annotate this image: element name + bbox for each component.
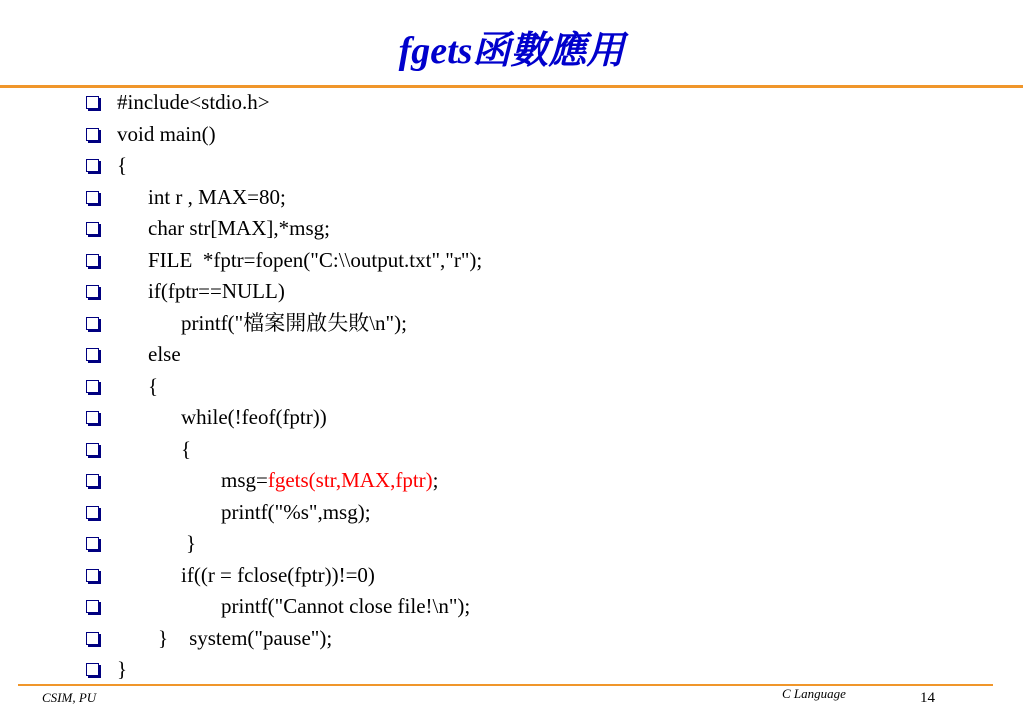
code-line [0,182,1023,214]
msg-assign: msg= [221,468,268,492]
code-text: } [117,657,128,681]
bullet-icon [86,128,99,141]
bullet-icon [86,96,99,109]
code-line [0,434,1023,466]
slide-title: fgets函數應用 [398,30,625,72]
code-line [0,339,1023,371]
code-text: #include<stdio.h> [117,90,270,114]
bullet-icon [86,317,99,330]
code-text: if((r = fclose(fptr))!=0) [181,562,375,587]
code-text: printf("檔案開啟失敗\n"); [181,310,407,335]
code-text: else [148,342,181,366]
bullet-icon [86,474,99,487]
bullet-icon [86,348,99,361]
bullet-icon [86,159,99,172]
footer-course: C Language [782,686,846,701]
bullet-icon [86,254,99,267]
footer-divider [18,684,993,686]
code-line [0,87,1023,119]
bullet-icon [86,443,99,456]
code-line [0,371,1023,403]
code-line [0,150,1023,182]
code-text [221,465,439,497]
code-text: } system("pause"); [158,625,333,650]
fgets-call-highlight: fgets(str,MAX,fptr) [267,468,433,492]
bullet-icon [86,600,99,613]
code-text: char str[MAX],*msg; [148,216,330,240]
code-text: { [148,373,159,398]
bullet-icon [86,506,99,519]
code-line [0,591,1023,623]
code-text: int r , MAX=80; [148,184,286,209]
bullet-icon [86,411,99,424]
code-listing [0,87,1023,686]
code-text: printf("%s",msg); [221,499,371,524]
code-line [0,276,1023,308]
code-line [0,119,1023,151]
code-line [0,623,1023,655]
bullet-icon [86,222,99,235]
code-text: { [117,153,128,177]
code-line [0,528,1023,560]
code-text: FILE *fptr=fopen("C:\\output.txt","r"); [148,247,483,272]
code-line [0,497,1023,529]
bullet-icon [86,191,99,204]
bullet-icon [86,285,99,298]
page-number: 14 [920,690,935,706]
bullet-icon [86,569,99,582]
code-text: if(fptr==NULL) [148,279,285,303]
bullet-icon [86,380,99,393]
code-line [0,308,1023,340]
code-text: { [181,436,192,461]
code-text: while(!feof(fptr)) [181,405,327,429]
code-line [0,560,1023,592]
bullet-icon [86,632,99,645]
footer-institution: CSIM, PU [42,690,97,705]
code-line [0,402,1023,434]
bullet-icon [86,663,99,676]
code-line [0,213,1023,245]
bullet-icon [86,537,99,550]
code-line [0,654,1023,686]
code-text: void main() [117,121,216,146]
code-text: printf("Cannot close file!\n"); [221,594,471,618]
code-line [0,245,1023,277]
code-text: } [186,531,197,555]
statement-end: ; [432,468,439,492]
code-line [0,465,1023,497]
